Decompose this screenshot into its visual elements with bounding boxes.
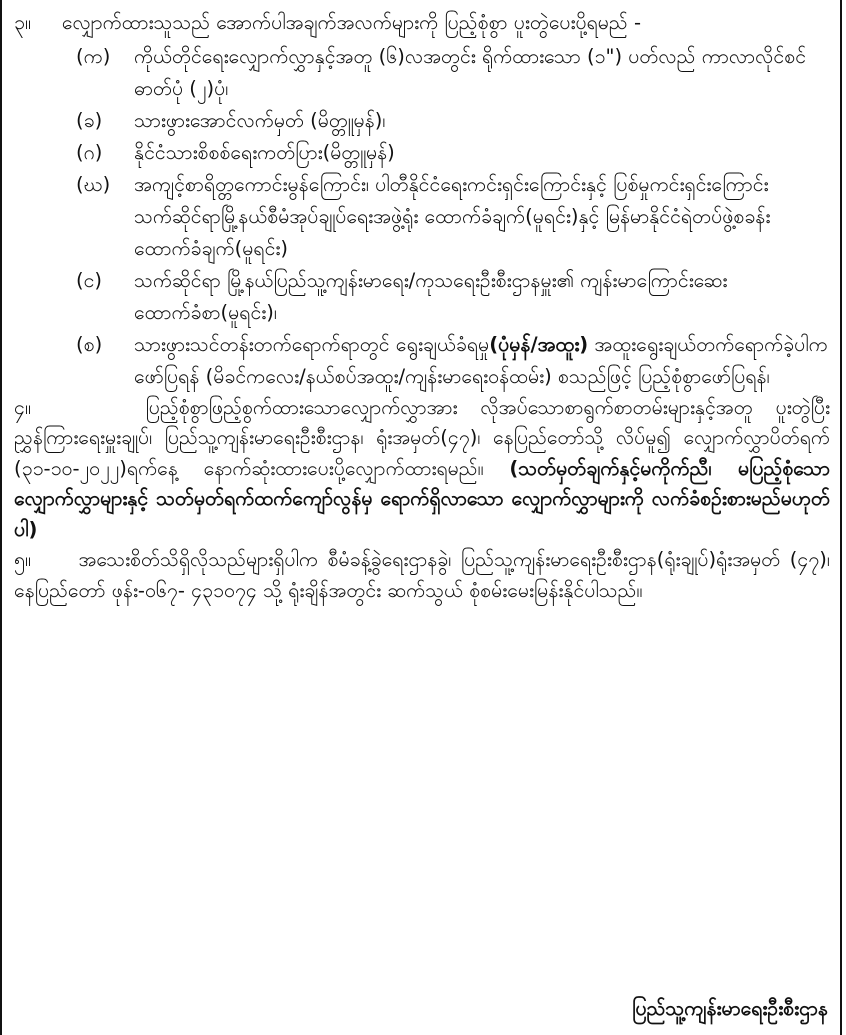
item-marker: (စ) [76,332,103,356]
item-text: အကျင့်စာရိတ္တကောင်းမွန်ကြောင်း၊ ပါတီနိုင်ငံရေးကင်းရှင်းကြောင်းနှင့် ပြစ်မှုကင်းရှင်းကြောင်း သက်ဆိုင်ရာမြို့နယ်စီမံအုပ်ချုပ်ရေးအဖွဲ့ရုံး ထောက်ခံချက်(မူရင်း)နှင့် မြန်မာနိုင်ငံရဲတပ်ဖွဲ့စခန်းထောက်ခံချက်(မူရင်း) [134,172,771,260]
paragraph-4-bold-note: (သတ်မှတ်ချက်နှင့်မကိုက်ညီ၊ မပြည့်စုံသောလျှောက်လွှာများနှင့် သတ်မှတ်ရက်ထက်ကျော်လွန်မှ ရောက်ရှိလာသော လျှောက်လွှာများကို လက်ခံစဉ်းစားမည်မဟုတ်ပါ) [14,456,830,541]
item-text-part: အထူးရွေးချယ်တက်ရောက်ခဲ့ပါက ဖော်ပြရန် (မိခင်ကလေး/နယ်စပ်အထူး/ကျန်းမာရေးဝန်ထမ်း) စသည်ဖြင့် ပြည့်စုံစွာဖော်ပြရန်၊ [134,332,828,388]
paragraph-3-intro: လျှောက်ထားသူသည် အောက်ပါအချက်အလက်များကို ပြည့်စုံစွာ ပူးတွဲပေးပို့ရမည် - [61,11,642,34]
paragraph-3-number: ၃။ [14,11,31,34]
document-body [14,8,830,606]
item-text: သားဖွားအောင်လက်မှတ် (မိတ္တူမှန်)၊ [134,108,386,132]
item-marker: (ဃ) [76,172,111,196]
list-item [76,169,830,265]
list-item [76,105,830,137]
item-text: နိုင်ငံသားစိစစ်ရေးကတ်ပြား(မိတ္တူမှန်) [134,140,395,164]
paragraph-5 [14,545,830,606]
list-item [76,329,830,393]
list-item [76,265,830,329]
paragraph-5-number: ၅။ [14,548,31,571]
paragraph-3 [14,8,830,39]
item-text-part: သားဖွားသင်တန်းတက်ရောက်ရာတွင် ရွေးချယ်ခံရမှု [134,332,490,356]
item-marker: (ခ) [76,108,103,132]
item-marker: (ဂ) [76,140,103,164]
signature-department: ပြည်သူ့ကျန်းမာရေးဦးစီးဌာန [632,997,828,1020]
item-marker: (က) [76,44,111,68]
list-item [76,137,830,169]
paragraph-5-text: အသေးစိတ်သိရှိလိုသည်များရှိပါက စီမံခန့်ခွဲရေးဌာနခွဲ၊ ပြည်သူ့ကျန်းမာရေးဦးစီးဌာန(ရုံးချုပ်)ရုံးအမှတ် (၄၇)၊ နေပြည်တော် ဖုန်း-၀၆၇- ၄၃၁၀၇၄ သို့ ရုံးချိန်အတွင်း ဆက်သွယ် စုံစမ်းမေးမြန်းနိုင်ပါသည်။ [14,548,830,602]
item-text-bold: (ပုံမှန်/အထူး) [489,332,589,356]
requirements-list [14,41,830,393]
item-text: သက်ဆိုင်ရာ မြို့နယ်ပြည်သူ့ကျန်းမာရေး/ကုသရေးဦးစီးဌာနမှူး၏ ကျန်းမာကြောင်းဆေးထောက်ခံစာ(မူရင်း)၊ [134,268,728,324]
list-item [76,41,830,105]
item-marker: (င) [76,268,103,292]
paragraph-4 [14,393,830,546]
item-text [134,329,830,393]
item-text: ကိုယ်တိုင်ရေးလျှောက်လွှာနှင့်အတူ (၆)လအတွင်း ရိုက်ထားသော (၁") ပတ်လည် ကာလာလိုင်စင်ဓာတ်ပုံ (၂)ပုံ၊ [134,44,807,100]
paragraph-4-number: ၄။ [14,395,31,419]
paragraph-4-text: ပြည့်စုံစွာဖြည့်စွက်ထားသောလျှောက်လွှာအား လိုအပ်သောစာရွက်စာတမ်းများနှင့်အတူ ပူးတွဲပြီး ညွှန်ကြားရေးမှူးချုပ်၊ ပြည်သူ့ကျန်းမာရေးဦးစီးဌာန၊ ရုံးအမှတ်(၄၇)၊ နေပြည်တော်သို့ လိပ်မူ၍ လျှောက်လွှာပိတ်ရက် (၃၁-၁၀-၂၀၂၂)ရက်နေ့ နောက်ဆုံးထားပေးပို့လျှောက်ထားရမည်။ [14,395,830,480]
